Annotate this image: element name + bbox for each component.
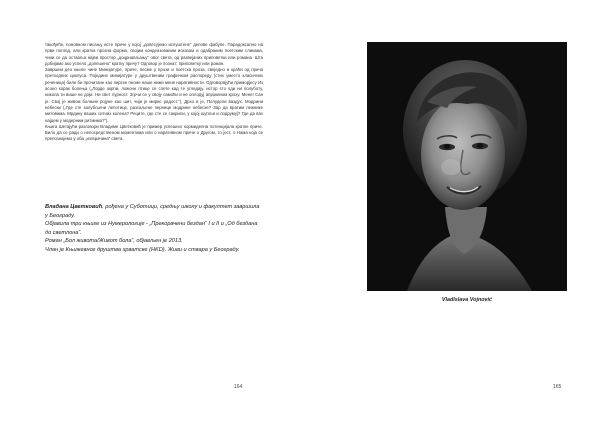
page-number-left: 164 xyxy=(234,384,243,390)
bio-line-4: Члан је Књижевног друштва хрватске (HKD). Живи и ствара у Београду. xyxy=(45,246,240,253)
portrait-illustration xyxy=(367,42,567,291)
paragraph-3: Књига Шетајући разговори Владиме Цветковић је пример успешног кормиделна потенцијала кратке приче. Било да се ради о непосредственом моментима или о наративном приче о Другом, то јест, о Нама која се препознајемо у оба „изгврачина“ света. xyxy=(45,123,263,142)
body-text xyxy=(45,42,263,143)
paragraph-2: Завршни део књиге чине Минијатуре, приче, песме у прози и поетска проза, свеједно и краћи од прича претходних циклуса. Поједине минијатуре у друштвеним графичком распореду (стих уместо класичних реченица) биле би прочитане као лирске песме наше ниже мене наративности. Одговорајући приморјесу Из асоно корак болења („Лорде окрпи, ложоне птице се слете кад те угледају, истор ѕто ѕди ни полуботу, никола ти више не доји. Ни свет лурност. Згрчи се у своју самоћи и не оплодуј апрокином кроху. Мене! Сан је. Свој је живом болњие ројуне као шит, чији је мирис радост.“), Дрхо и је, Полудели ваздух, Модрини небески („Где сте залубљени лепотице, разсаљене пернице модрине небеске? Зар да вратим лежнике митовима. Мрдину ваших ситних колена? Реците, где сте се сакрили, у којој шупљи и подрумуј? Где да вас најдем у модерним ритмима?“). xyxy=(45,67,263,123)
page-number-right: 165 xyxy=(553,384,562,390)
bio-line-3: Роман „Бол живота/Живот бола“, објављен је 2013. xyxy=(45,238,183,245)
portrait-photo xyxy=(367,42,567,291)
bio-line-1 xyxy=(45,203,263,220)
right-page xyxy=(300,0,600,423)
bio-line-2: Објавила три књиге из Нумерологије - „Прекорачени бездан“ I и II и „Од бездана до светлона“. xyxy=(45,221,258,236)
paragraph-1: такођеће, поновном писању исте приче у којој „допесујемо испуштене“ делове фабуле. Парадоксално на први поглед, али кратка прозна форма, својим кондензованим исказом и одабраним поетским сликама, чини се да оставља најви простор „доцрнављању“ овог света, од развејаних приповетки или романа. Шта добијамо ако успело „допешено“ кратку причу? Одговор је познат: приповетку или роман. xyxy=(45,42,263,66)
author-bio xyxy=(45,203,263,255)
bio-line-1-text: , рођена у Суботици, средњу школу и факултет завршила у Београду. xyxy=(45,204,260,219)
photo-caption: Vladislava Vojnović xyxy=(441,297,493,303)
author-name: Владана Цветковић xyxy=(45,204,103,210)
